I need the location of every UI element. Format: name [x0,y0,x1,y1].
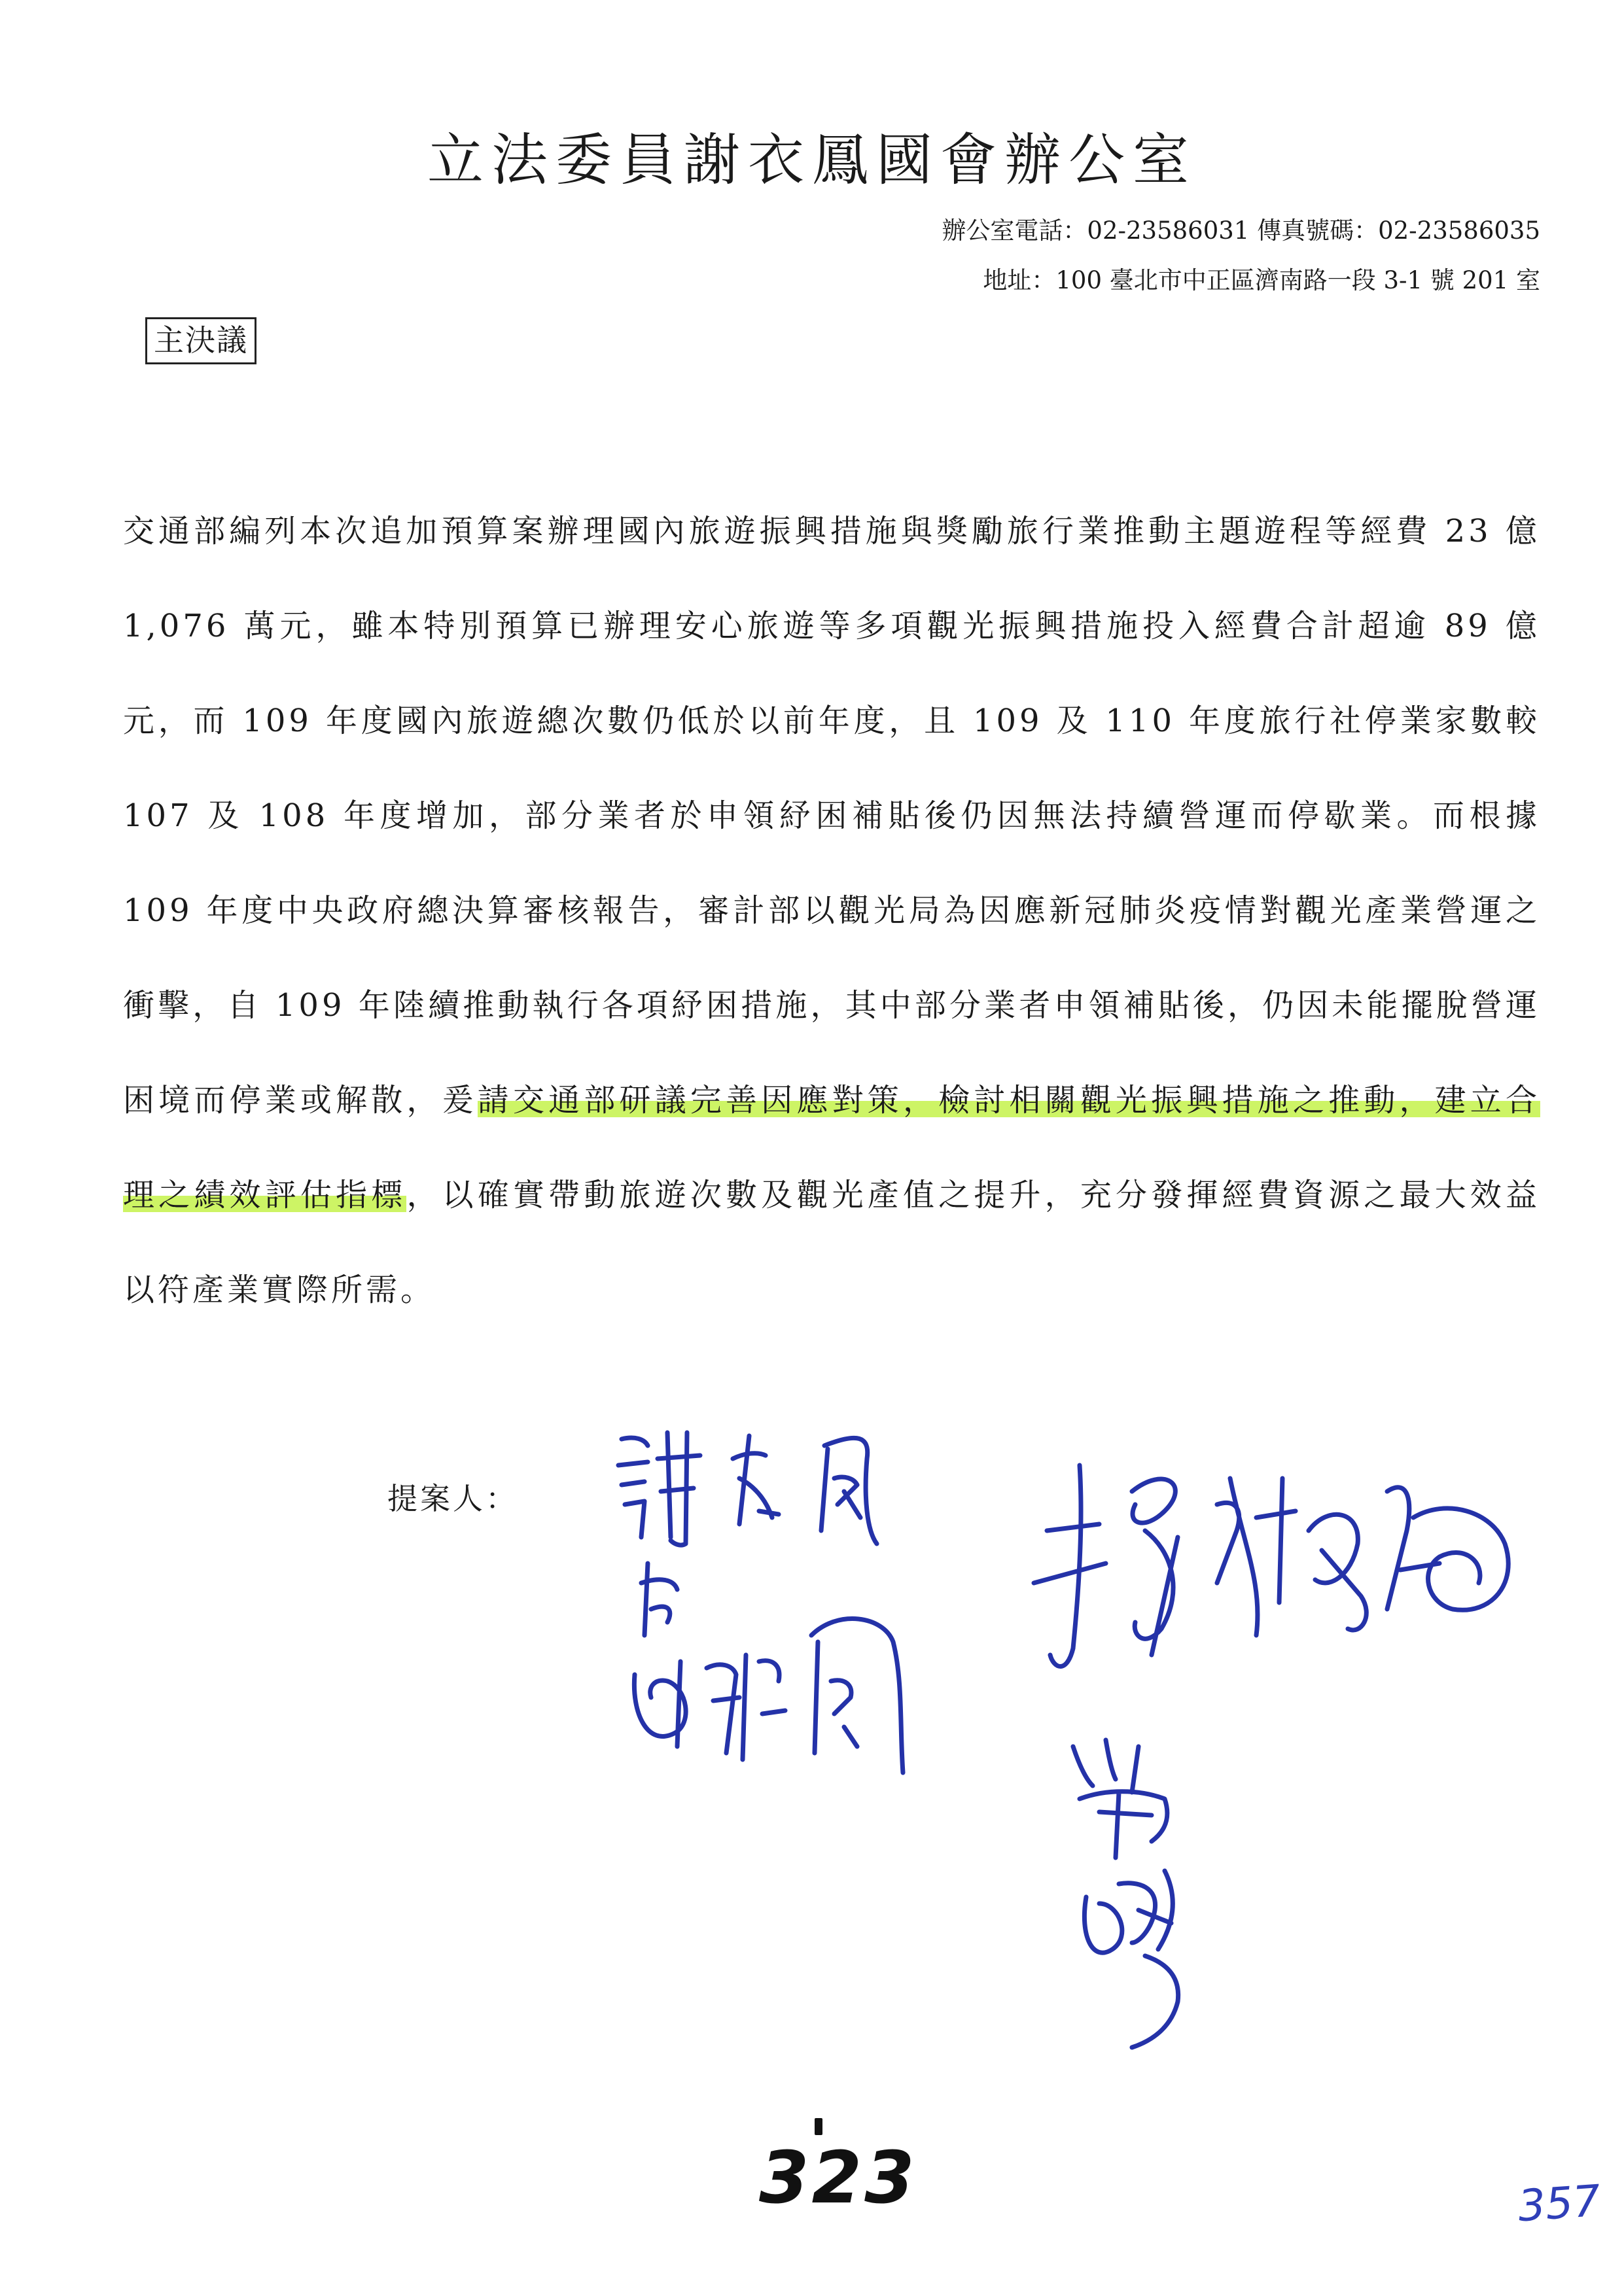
office-phone-fax: 辦公室電話：02-23586031 傳真號碼：02-23586035 [942,217,1540,245]
page-number: 323 [759,2136,917,2219]
handwritten-page-number: 357 [1516,2175,1602,2232]
signature-4 [1060,1727,1204,2054]
handwritten-signature-icon [609,1419,916,1557]
highlighted-request: 請交通部研議完善因應對策，檢討相關觀光振興措施之推動，建立合理之績效評估指標 [123,1082,1540,1213]
office-address: 地址：100 臺北市中正區濟南路一段 3-1 號 201 室 [983,266,1540,294]
resolution-body [123,484,1540,1338]
signature-xie-yifeng [609,1419,916,1557]
signature-2 [628,1557,936,1779]
body-text-part1: 交通部編列本次追加預算案辦理國內旅遊振興措施與獎勵旅行業推動主題遊程等經費 23 億 1,076 萬元，雖本特別預算已辦理安心旅遊等多項觀光振興措施投入經費合計超逾 89 億元，而 109 年度國內旅遊總次數仍低於以前年度，且 109 及 110 年度旅行社停業家數較 107 及 108 年度增加，部分業者於申領紓困補貼後仍因無法持續營運而停歇業。而根據 109 年度中央政府總決算審核報告，審計部以觀光局為因應新冠肺炎疫情對觀光產業營運之衝擊，自 109 年陸續推動執行各項紓困措施，其中部分業者申領補貼後，仍因未能擺脫營運困境而停業或解散，爰 [123,513,1540,1119]
handwritten-signature-icon [1021,1439,1531,1688]
resolution-type-badge: 主決議 [145,317,256,364]
handwritten-signature-icon [628,1557,936,1779]
office-title: 立法委員謝衣鳳國會辦公室 [427,128,1197,193]
page-mark-tick [815,2118,822,2135]
proposer-label: 提案人： [387,1481,518,1516]
body-text-part2: ，以確實帶動旅遊次數及觀光產值之提升，充分發揮經費資源之最大效益以符產業實際所需。 [123,1177,1540,1308]
signature-3 [1021,1439,1531,1688]
handwritten-signature-icon [1060,1727,1204,2054]
